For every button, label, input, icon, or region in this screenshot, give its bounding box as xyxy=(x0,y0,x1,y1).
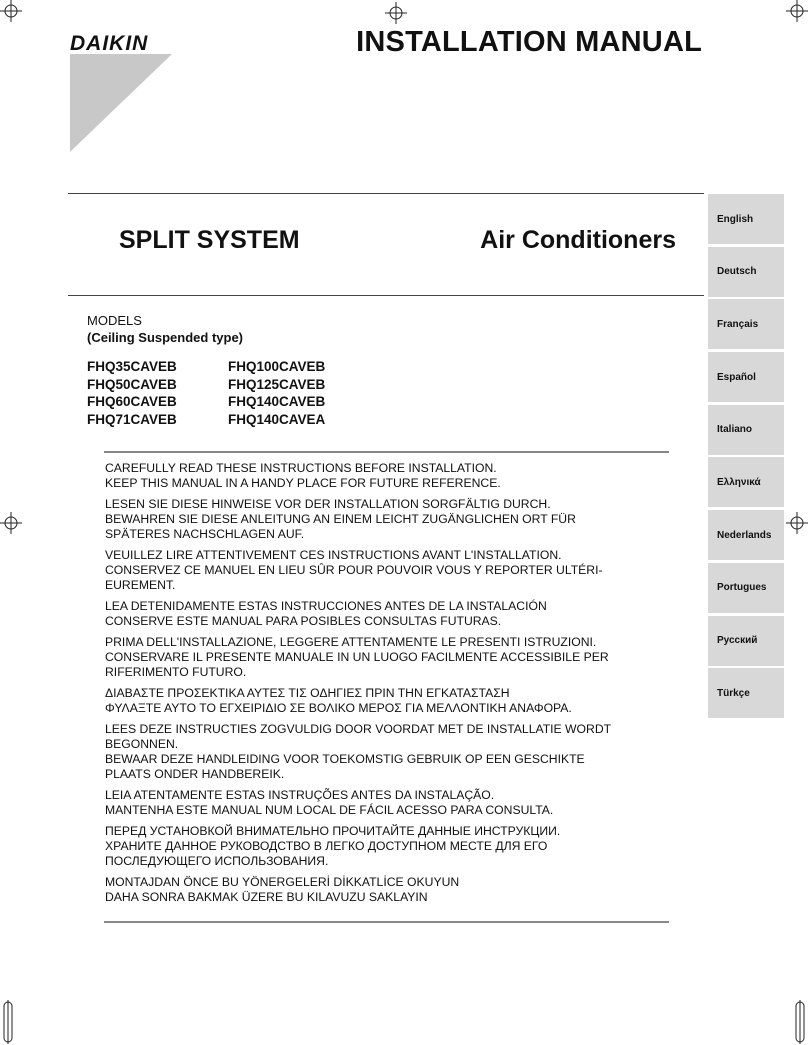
language-tab-turkce[interactable]: Türkçe xyxy=(708,668,784,718)
divider xyxy=(68,295,704,296)
model-item: FHQ140CAVEA xyxy=(228,411,326,427)
instruction-portuguese: LEIA ATENTAMENTE ESTAS INSTRUÇÕES ANTES DA INSTALAÇÃO. MANTENHA ESTE MANUAL NUM LOCAL DE FÁCIL ACESSO PARA CONSULTA. xyxy=(105,788,554,817)
model-item: FHQ71CAVEB xyxy=(87,411,177,427)
page-title: INSTALLATION MANUAL xyxy=(356,26,702,58)
language-tab-russian[interactable]: Русский xyxy=(708,616,784,666)
instruction-french: VEUILLEZ LIRE ATTENTIVEMENT CES INSTRUCTIONS AVANT L'INSTALLATION. CONSERVEZ CE MANUEL EN LIEU SÛR POUR POUVOIR VOUS Y REPORTER ULTÉRI- EUREMENT. xyxy=(105,548,603,592)
instruction-russian: ПЕРЕД УСТАНОВКОЙ ВНИМАТЕЛЬНО ПРОЧИТАЙТЕ ДАННЫЕ ИНСТРУКЦИИ. ХРАНИТЕ ДАННОЕ РУКОВОДСТВО В ЛЕГКО ДОСТУПНОМ МЕСТЕ ДЛЯ ЕГО ПОСЛЕДУЮЩЕГО ИСПОЛЬЗОВАНИЯ. xyxy=(105,824,561,868)
models-label: MODELS xyxy=(87,313,142,328)
language-tab-portugues[interactable]: Portugues xyxy=(708,563,784,613)
logo-text: DAIKIN xyxy=(70,32,149,55)
divider xyxy=(104,921,669,923)
registration-mark-icon xyxy=(786,0,808,22)
divider xyxy=(104,451,669,453)
models-list-right xyxy=(228,358,325,428)
model-item: FHQ35CAVEB xyxy=(87,359,177,374)
instruction-german: LESEN SIE DIESE HINWEISE VOR DER INSTALLATION SORGFÄLTIG DURCH. BEWAHREN SIE DIESE ANLEITUNG AN EINEM LEICHT ZUGÄNGLICHEN ORT FÜR SPÄTERES NACHSCHLAGEN AUF. xyxy=(105,497,576,541)
models-subtitle: (Ceiling Suspended type) xyxy=(87,330,244,345)
registration-mark-icon xyxy=(0,512,22,534)
model-item: FHQ125CAVEB xyxy=(228,376,326,392)
language-tab-nederlands[interactable]: Nederlands xyxy=(708,510,784,560)
registration-mark-icon xyxy=(0,0,22,22)
registration-bar-icon xyxy=(794,1000,806,1044)
instructions-block xyxy=(105,461,680,911)
language-tab-deutsch[interactable]: Deutsch xyxy=(708,247,784,297)
product-system-title: SPLIT SYSTEM xyxy=(119,226,300,254)
language-tab-greek[interactable]: Ελληνικά xyxy=(708,457,784,507)
daikin-logo xyxy=(68,30,188,155)
language-tab-espanol[interactable]: Español xyxy=(708,352,784,402)
product-category-title: Air Conditioners xyxy=(480,226,676,254)
instruction-turkish: MONTAJDAN ÖNCE BU YÖNERGELERİ DİKKATLİCE OKUYUN DAHA SONRA BAKMAK ÜZERE BU KILAVUZU SAKLAYIN xyxy=(105,875,460,904)
instruction-dutch: LEES DEZE INSTRUCTIES ZOGVULDIG DOOR VOORDAT MET DE INSTALLATIE WORDT BEGONNEN. BEWAAR DEZE HANDLEIDING VOOR TOEKOMSTIG GEBRUIK OP EEN GESCHIKTE PLAATS ONDER HANDBEREIK. xyxy=(105,722,612,781)
language-tabs xyxy=(708,194,784,721)
instruction-greek: ΔΙΑΒΑΣΤΕ ΠΡΟΣΕΚΤΙΚΑ ΑΥΤΕΣ ΤΙΣ ΟΔΗΓΙΕΣ ΠΡΙΝ ΤΗΝ ΕΓΚΑΤΑΣΤΑΣΗ ΦΥΛΑΞΤΕ ΑΥΤΟ ΤΟ ΕΓΧΕΙΡΙΔΙΟ ΣΕ ΒΟΛΙΚΟ ΜΕΡΟΣ ΓΙΑ ΜΕΛΛΟΝΤΙΚΗ ΑΝΑΦΟΡΑ. xyxy=(105,686,572,715)
model-item: FHQ60CAVEB xyxy=(87,394,177,409)
instruction-english: CAREFULLY READ THESE INSTRUCTIONS BEFORE INSTALLATION. KEEP THIS MANUAL IN A HANDY PLACE FOR FUTURE REFERENCE. xyxy=(105,461,501,490)
models-list-left xyxy=(87,358,177,428)
divider xyxy=(68,193,704,194)
language-tab-francais[interactable]: Français xyxy=(708,299,784,349)
registration-mark-icon xyxy=(385,2,407,24)
registration-bar-icon xyxy=(2,1000,14,1044)
model-item: FHQ100CAVEB xyxy=(228,359,326,374)
model-item: FHQ140CAVEB xyxy=(228,394,326,409)
instruction-italian: PRIMA DELL'INSTALLAZIONE, LEGGERE ATTENTAMENTE LE PRESENTI ISTRUZIONI. CONSERVARE IL PRESENTE MANUALE IN UN LUOGO FACILMENTE ACCESSIBILE PER RIFERIMENTO FUTURO. xyxy=(105,635,609,679)
language-tab-italiano[interactable]: Italiano xyxy=(708,405,784,455)
model-item: FHQ50CAVEB xyxy=(87,376,177,392)
registration-mark-icon xyxy=(786,512,808,534)
language-tab-english[interactable]: English xyxy=(708,194,784,244)
instruction-spanish: LEA DETENIDAMENTE ESTAS INSTRUCCIONES ANTES DE LA INSTALACIÓN CONSERVE ESTE MANUAL PARA POSIBLES CONSULTAS FUTURAS. xyxy=(105,599,547,628)
